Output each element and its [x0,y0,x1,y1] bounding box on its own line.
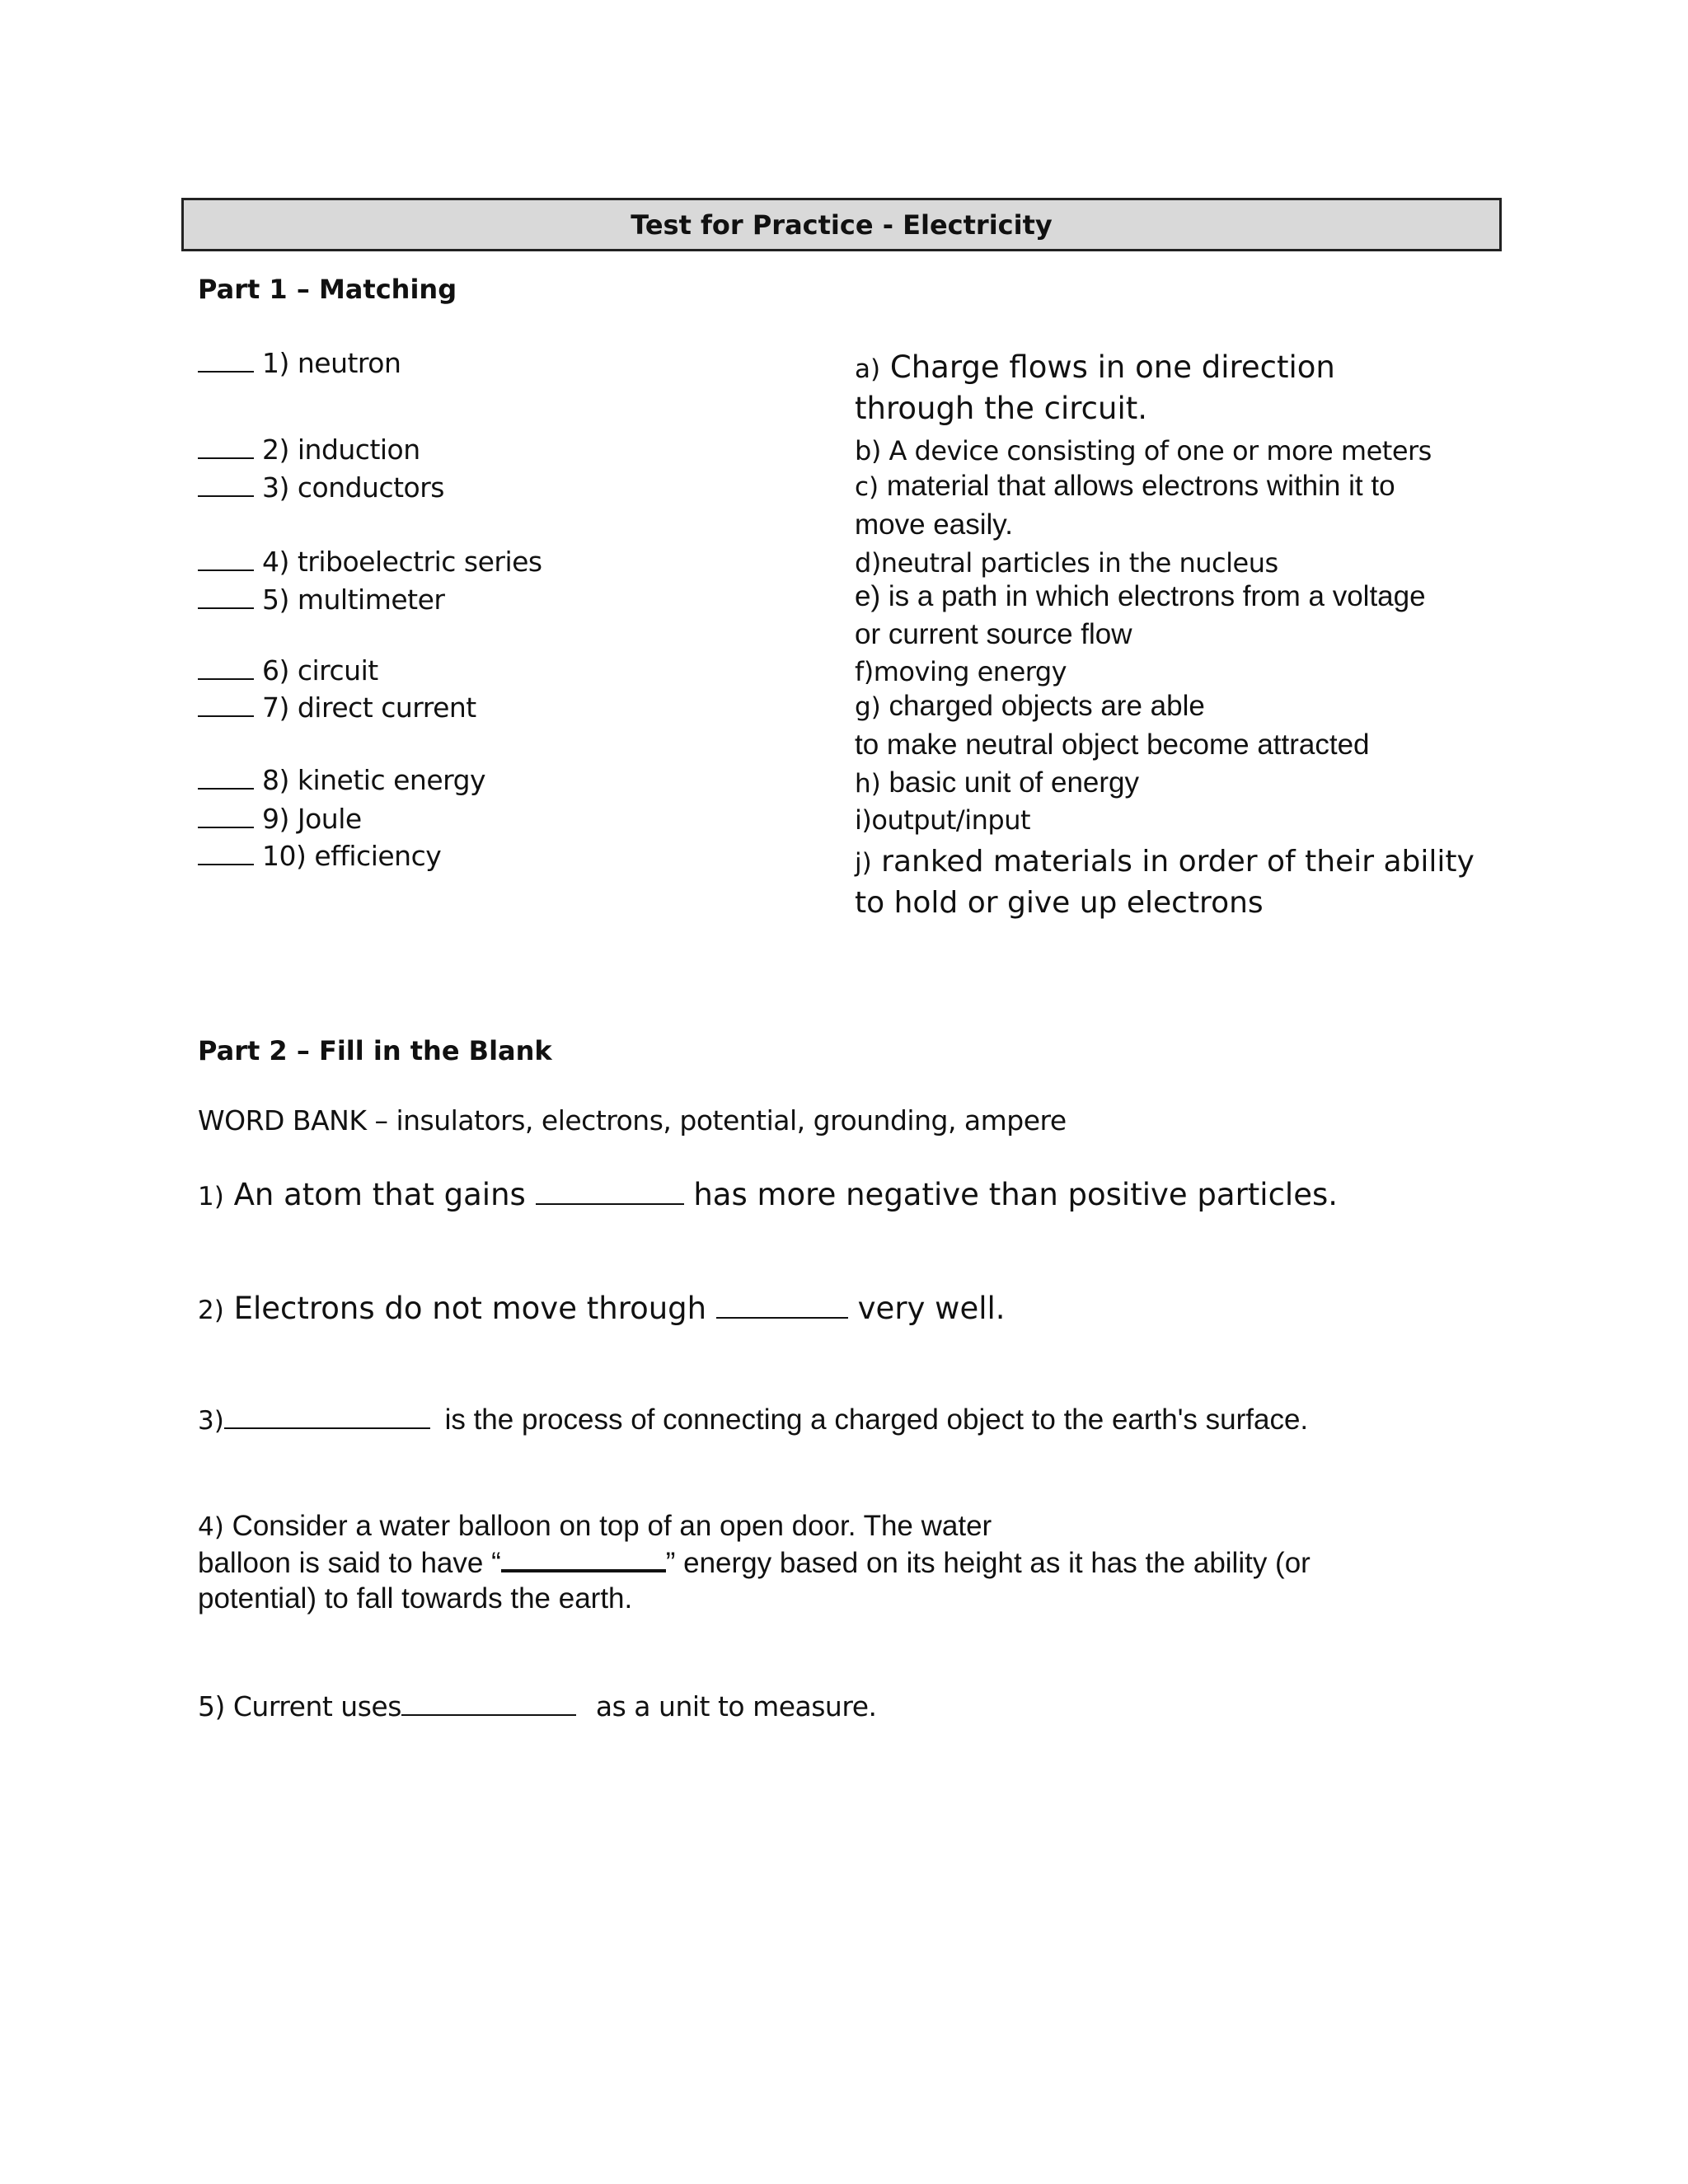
definition-a-cont: through the circuit. [855,391,1147,426]
answer-blank[interactable] [198,545,254,571]
definition-e-cont: or current source flow [855,618,1132,650]
term-item [198,346,401,379]
answer-blank[interactable] [536,1179,684,1205]
term-label: 6) circuit [262,654,378,687]
term-label: 3) conductors [262,471,445,504]
answer-blank[interactable] [198,471,254,497]
term-label: 7) direct current [262,691,476,724]
page-title: Test for Practice - Electricity [631,209,1053,241]
term-item [198,433,420,466]
definition-g: g) charged objects are able [855,690,1205,722]
question-2: 2) Electrons do not move through very well. [198,1291,1006,1326]
question-5: 5) Current uses as a unit to measure. [198,1690,877,1722]
term-item [198,802,362,835]
definition-a: a) Charge flows in one direction [855,349,1335,385]
question-4: 4) Consider a water balloon on top of an open door. The water [198,1510,992,1542]
term-label: 1) neutron [262,347,401,379]
definition-i: i)output/input [855,804,1031,836]
answer-blank[interactable] [401,1690,576,1716]
answer-blank[interactable] [224,1403,430,1429]
answer-blank[interactable] [198,802,254,828]
term-item [198,654,378,687]
answer-blank[interactable] [716,1292,848,1319]
definition-f: f)moving energy [855,656,1067,687]
definition-e: e) is a path in which electrons from a voltage [855,580,1426,612]
page-title-box [181,198,1502,251]
answer-blank[interactable] [198,583,254,609]
answer-blank[interactable] [198,691,254,717]
term-label: 2) induction [262,434,420,466]
term-item [198,471,444,504]
part2-heading: Part 2 – Fill in the Blank [198,1035,552,1066]
part1-heading: Part 1 – Matching [198,274,457,305]
definition-j: j) ranked materials in order of their ability [855,845,1475,879]
question-4-line-3: potential) to fall towards the earth. [198,1582,633,1615]
definition-j-cont: to hold or give up electrons [855,886,1264,920]
definition-h: h) basic unit of energy [855,766,1139,799]
question-3: 3) is the process of connecting a charged object to the earth's surface. [198,1404,1309,1436]
question-1: 1) An atom that gains has more negative than positive particles. [198,1177,1339,1212]
answer-blank[interactable] [198,763,254,790]
answer-blank[interactable] [501,1544,666,1572]
definition-c-cont: move easily. [855,509,1013,541]
definition-g-cont: to make neutral object become attracted [855,729,1370,761]
term-item [198,583,444,616]
term-label: 4) triboelectric series [262,546,542,578]
answer-blank[interactable] [198,839,254,865]
term-label: 9) Joule [262,803,362,835]
term-label: 8) kinetic energy [262,764,486,796]
question-4-line-2: balloon is said to have “ ” energy based on its height as it has the ability (or [198,1544,1311,1580]
answer-blank[interactable] [198,433,254,459]
definition-d: d)neutral particles in the nucleus [855,547,1278,579]
term-item [198,763,485,796]
term-label: 5) multimeter [262,583,445,616]
word-bank: WORD BANK – insulators, electrons, potential, grounding, ampere [198,1104,1067,1137]
term-item [198,691,476,724]
term-item [198,545,542,578]
term-item [198,839,441,872]
answer-blank[interactable] [198,654,254,680]
definition-c: c) material that allows electrons within it to [855,470,1395,502]
term-label: 10) efficiency [262,840,442,872]
definition-b: b) A device consisting of one or more meters [855,435,1432,466]
answer-blank[interactable] [198,346,254,373]
